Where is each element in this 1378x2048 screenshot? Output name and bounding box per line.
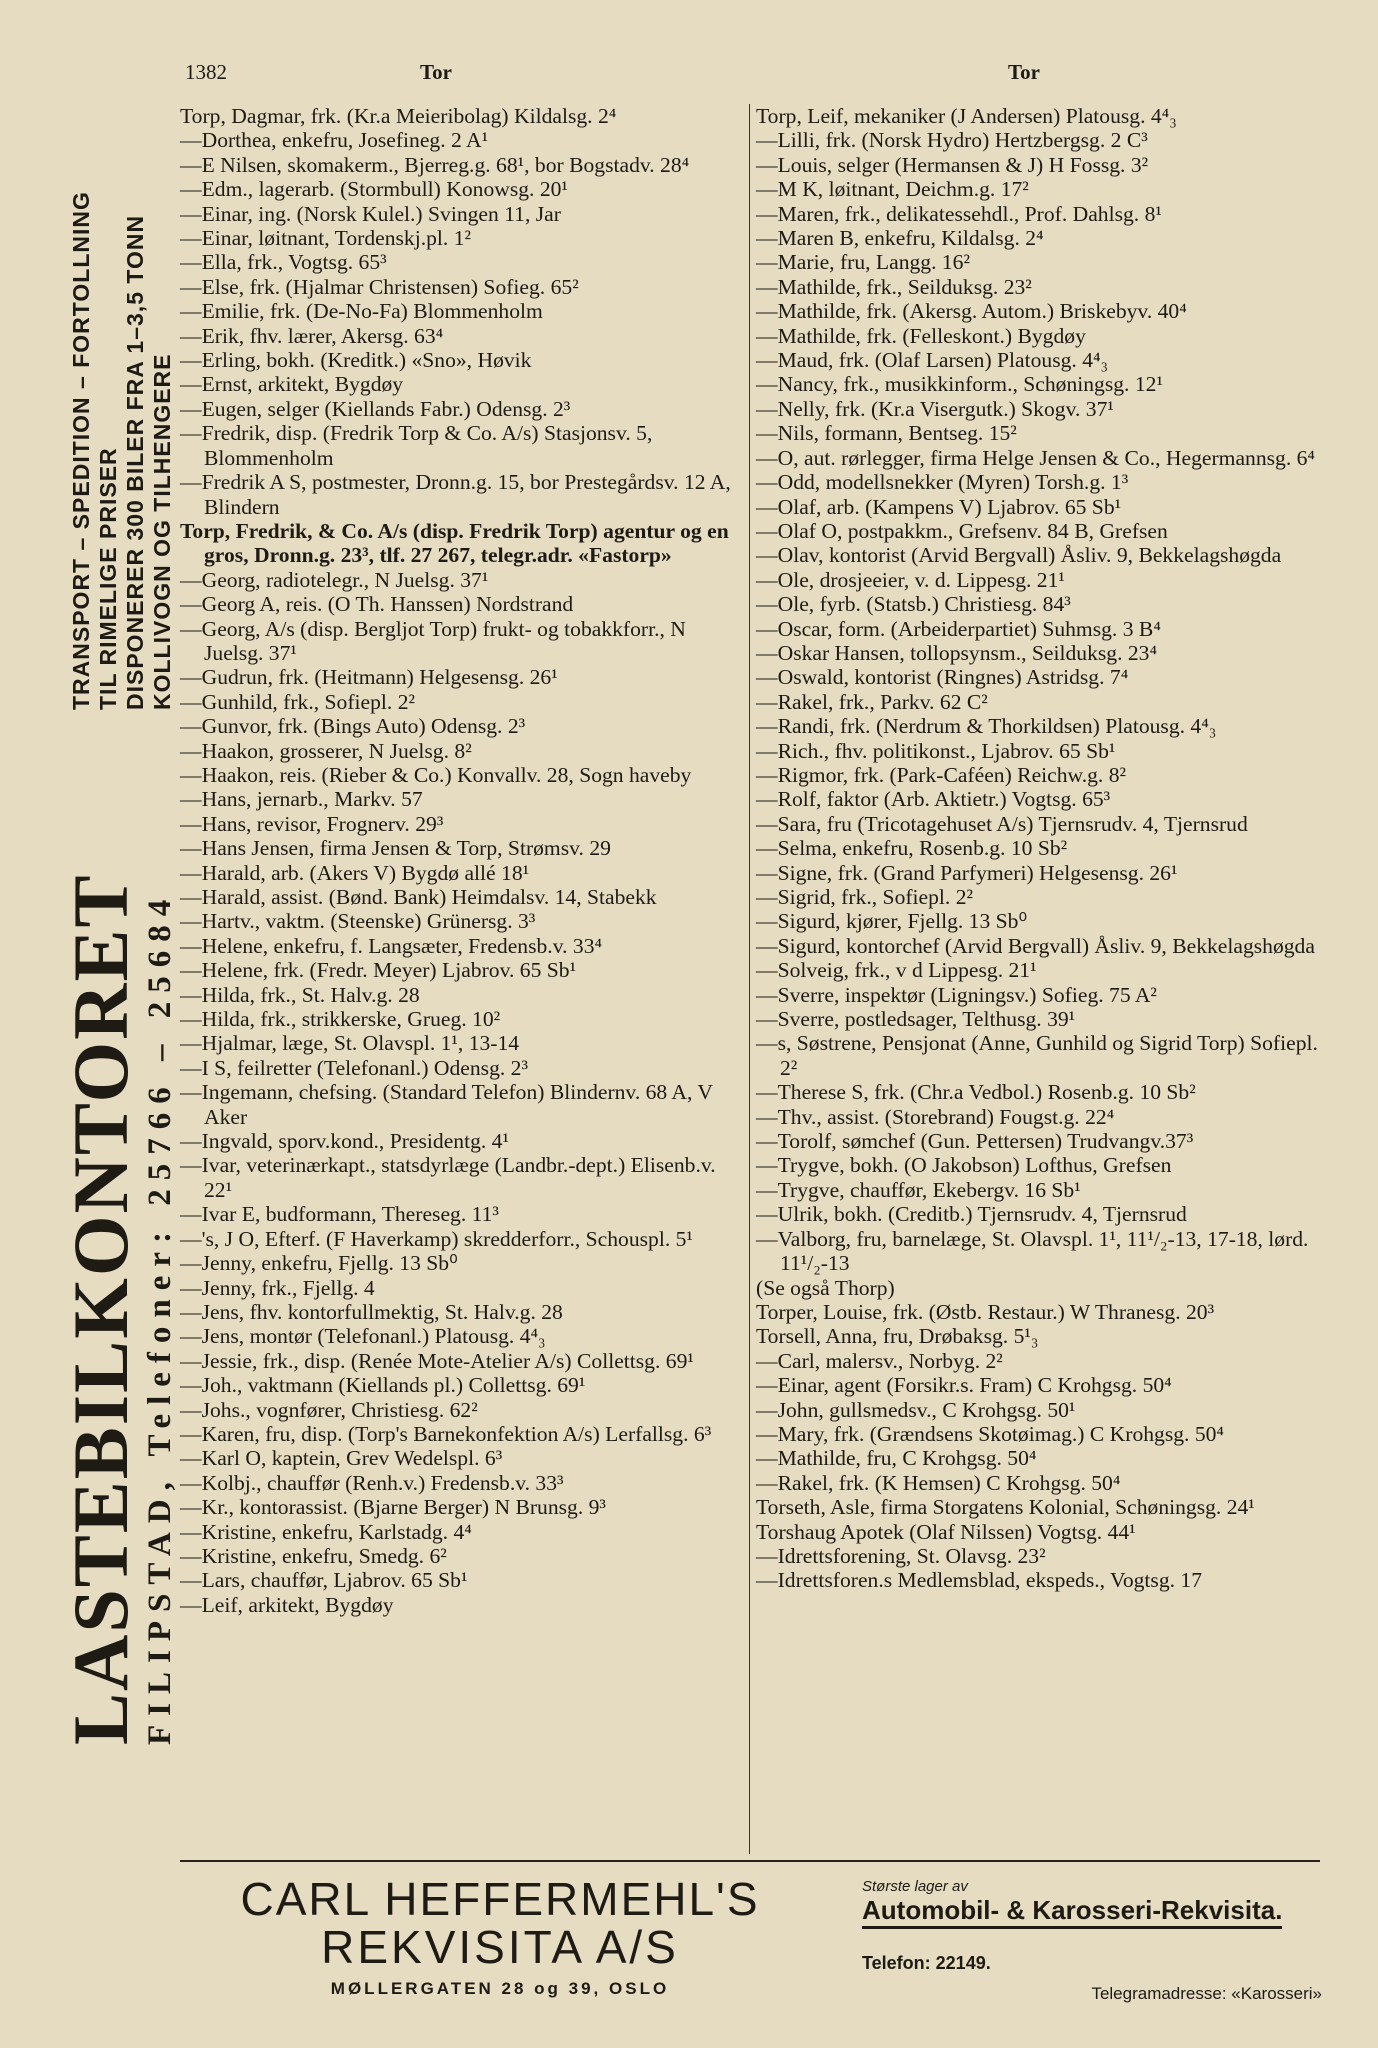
directory-entry: —Marie, fru, Langg. 16² [756, 250, 970, 275]
directory-entry: —Lilli, frk. (Norsk Hydro) Hertzbergsg. 2 C³ [756, 128, 1148, 153]
directory-entry: —Einar, agent (Forsikr.s. Fram) C Krohgsg. 50⁴ [756, 1373, 1172, 1398]
directory-entry: —Louis, selger (Hermansen & J) H Fossg. 3² [756, 152, 1149, 177]
directory-entry: —Ulrik, bokh. (Creditb.) Tjernsrudv. 4, Tjernsrud [756, 1202, 1187, 1227]
directory-entry: —I S, feilretter (Telefonanl.) Odensg. 2³ [180, 1055, 528, 1080]
directory-entry: —Oscar, form. (Arbeiderpartiet) Suhmsg. 3 B⁴ [756, 616, 1161, 641]
directory-entry: —Dorthea, enkefru, Josefineg. 2 A¹ [180, 128, 489, 153]
directory-entry: —Nancy, frk., musikkinform., Schøningsg. 12¹ [756, 372, 1163, 397]
directory-entry: —Ole, fyrb. (Statsb.) Christiesg. 84³ [756, 592, 1071, 617]
directory-entry: Torp, Leif, mekaniker (J Andersen) Platousg. 4⁴₃ [756, 104, 1177, 128]
directory-entry: —Ivar, veterinærkapt., statsdyrlæge (Landbr.-dept.) Elisenb.v. 22¹ [180, 1153, 716, 1202]
automobil-ad-tagline: Største lager av [862, 1878, 968, 1895]
directory-entry: —Sigrid, frk., Sofiepl. 2² [756, 885, 974, 909]
directory-entry: —Olaf O, postpakkm., Grefsenv. 84 B, Grefsen [756, 518, 1168, 543]
directory-entry: —Kristine, enkefru, Karlstadg. 4⁴ [180, 1519, 472, 1544]
sidebar-transport-line: TIL RIMELIGE PRISER [95, 447, 121, 710]
left-column [180, 104, 745, 1617]
automobil-ad [862, 1878, 1322, 2004]
directory-entry: —Mary, frk. (Grændsens Skotøimag.) C Krohgsg. 50⁴ [756, 1421, 1224, 1446]
directory-entry: —Maren B, enkefru, Kildalsg. 2⁴ [756, 226, 1044, 251]
directory-entry: —Mathilde, fru, C Krohgsg. 50⁴ [756, 1446, 1037, 1471]
directory-entry: —Carl, malersv., Norbyg. 2² [756, 1348, 1003, 1373]
directory-entry: —Trygve, bokh. (O Jakobson) Lofthus, Grefsen [756, 1153, 1172, 1178]
sidebar-transport-line: TRANSPORT – SPEDITION – FORTOLLNING [68, 191, 94, 710]
directory-entry: —Fredrik A S, postmester, Dronn.g. 15, bor Prestegårdsv. 12 A, Blindern [180, 470, 731, 519]
directory-entry: —Hilda, frk., strikkerske, Grueg. 10² [180, 1007, 501, 1032]
directory-entry: —Hans, jernarb., Markv. 57 [180, 787, 423, 812]
directory-entry: Torshaug Apotek (Olaf Nilssen) Vogtsg. 44¹ [756, 1519, 1136, 1544]
directory-entry: —Fredrik, disp. (Fredrik Torp & Co. A/s) Stasjonsv. 5, Blommenholm [180, 421, 653, 470]
directory-entry: —Joh., vaktmann (Kiellands pl.) Collettsg. 69¹ [180, 1373, 586, 1398]
directory-entry: —Ivar E, budformann, Thereseg. 11³ [180, 1202, 499, 1227]
directory-entry: —Jessie, frk., disp. (Renée Mote-Atelier A/s) Collettsg. 69¹ [180, 1348, 694, 1373]
directory-entry: —Nelly, frk. (Kr.a Visergutk.) Skogv. 37¹ [756, 396, 1114, 421]
directory-entry: —Valborg, fru, barnelæge, St. Olavspl. 1¹, 11¹/₂-13, 17-18, lørd. 11¹/₂-13 [756, 1226, 1309, 1276]
directory-entry: (Se også Thorp) [756, 1275, 895, 1300]
directory-entry: —E Nilsen, skomakerm., Bjerreg.g. 68¹, bor Bogstadv. 28⁴ [180, 152, 690, 177]
directory-entry: —Edm., lagerarb. (Stormbull) Konowsg. 20¹ [180, 177, 568, 202]
sidebar-transport-line: KOLLIVOGN OG TILHENGERE [149, 353, 175, 710]
column-divider [749, 104, 750, 1854]
directory-entry: —Karl O, kaptein, Grev Wedelspl. 6³ [180, 1446, 503, 1471]
directory-entry: —Idrettsforening, St. Olavsg. 23² [756, 1543, 1046, 1568]
directory-entry: —Sara, fru (Tricotagehuset A/s) Tjernsrudv. 4, Tjernsrud [756, 811, 1248, 836]
directory-entry: —Oskar Hansen, tollopsynsm., Seilduksg. 23⁴ [756, 640, 1158, 665]
directory-entry: —Helene, frk. (Fredr. Meyer) Ljabrov. 65 Sb¹ [180, 958, 577, 983]
directory-entry: —Erling, bokh. (Kreditk.) «Sno», Høvik [180, 348, 532, 373]
directory-entry: —Haakon, reis. (Rieber & Co.) Konvallv. 28, Sogn haveby [180, 762, 692, 787]
directory-entry: —Eugen, selger (Kiellands Fabr.) Odensg. 2³ [180, 396, 571, 421]
directory-entry: —Rigmor, frk. (Park-Caféen) Reichw.g. 8² [756, 762, 1127, 787]
directory-entry: —Torolf, sømchef (Gun. Pettersen) Trudvangv.37³ [756, 1129, 1194, 1154]
directory-entry: —Gudrun, frk. (Heitmann) Helgesensg. 26¹ [180, 665, 558, 690]
directory-entry: —Ernst, arkitekt, Bygdøy [180, 372, 404, 397]
sidebar-phone-line: FILIPSTAD, Telefoner: 25766 – 25684 [142, 890, 178, 1745]
directory-entry: —Kolbj., chauffør (Renh.v.) Fredensb.v. 33³ [180, 1470, 564, 1495]
directory-entry: —Georg A, reis. (O Th. Hanssen) Nordstrand [180, 592, 574, 617]
directory-entry: —M K, løitnant, Deichm.g. 17² [756, 177, 1029, 202]
directory-entry: —Odd, modellsnekker (Myren) Torsh.g. 1³ [756, 470, 1129, 495]
directory-entry: —Trygve, chauffør, Ekebergv. 16 Sb¹ [756, 1177, 1081, 1202]
directory-entry: —Therese S, frk. (Chr.a Vedbol.) Rosenb.g. 10 Sb² [756, 1080, 1196, 1105]
directory-entry: —John, gullsmedsv., C Krohgsg. 50¹ [756, 1397, 1076, 1422]
directory-entry: —Sverre, postledsager, Telthusg. 39¹ [756, 1007, 1076, 1032]
directory-entry: —Ingemann, chefsing. (Standard Telefon) Blindernv. 68 A, V Aker [180, 1080, 713, 1129]
directory-entry: —Mathilde, frk. (Akersg. Autom.) Briskebyv. 40⁴ [756, 299, 1187, 324]
automobil-ad-title: Automobil- & Karosseri-Rekvisita. [862, 1895, 1282, 1929]
heffermehl-ad-title: CARL HEFFERMEHL'S [240, 1873, 760, 1925]
directory-entry: —Jens, fhv. kontorfullmektig, St. Halv.g. 28 [180, 1299, 563, 1324]
directory-entry: —Jenny, enkefru, Fjellg. 13 Sb⁰ [180, 1251, 458, 1276]
directory-entry: —Thv., assist. (Storebrand) Fougst.g. 22⁴ [756, 1104, 1115, 1129]
directory-entry: Torp, Fredrik, & Co. A/s (disp. Fredrik Torp) agentur og en gros, Dronn.g. 23³, tlf. 27 267, telegr.adr. «Fastorp» [180, 518, 729, 568]
directory-entry: —Rolf, faktor (Arb. Aktietr.) Vogtsg. 65³ [756, 787, 1111, 812]
directory-entry: —Johs., vognfører, Christiesg. 62² [180, 1397, 478, 1422]
directory-entry: —Emilie, frk. (De-No-Fa) Blommenholm [180, 299, 543, 324]
directory-entry: —Solveig, frk., v d Lippesg. 21¹ [756, 958, 1037, 983]
directory-entry: —Mathilde, frk., Seilduksg. 23² [756, 274, 1032, 299]
directory-entry: —Ole, drosjeeier, v. d. Lippesg. 21¹ [756, 567, 1065, 592]
directory-entry: —Hjalmar, læge, St. Olavspl. 1¹, 13-14 [180, 1031, 520, 1056]
directory-entry: —O, aut. rørlegger, firma Helge Jensen & Co., Hegermannsg. 6⁴ [756, 445, 1315, 470]
directory-entry: —Leif, arkitekt, Bygdøy [180, 1592, 394, 1617]
right-column [756, 104, 1326, 1593]
directory-entry: —Ella, frk., Vogtsg. 65³ [180, 250, 387, 275]
directory-entry: —Einar, løitnant, Tordenskj.pl. 1² [180, 226, 471, 251]
directory-entry: —Selma, enkefru, Rosenb.g. 10 Sb² [756, 836, 1068, 861]
directory-entry: —Mathilde, frk. (Felleskont.) Bygdøy [756, 323, 1086, 348]
directory-entry: —Georg, A/s (disp. Bergljot Torp) frukt- og tobakkforr., N Juelsg. 37¹ [180, 616, 686, 665]
directory-entry: —Hartv., vaktm. (Steenske) Grünersg. 3³ [180, 909, 536, 934]
directory-entry: —Rakel, frk., Parkv. 62 C² [756, 689, 988, 714]
directory-entry: —Randi, frk. (Nerdrum & Thorkildsen) Platousg. 4⁴₃ [756, 714, 1217, 739]
left-running-head: Tor [420, 60, 452, 84]
directory-entry: —Idrettsforen.s Medlemsblad, ekspeds., Vogtsg. 17 [756, 1568, 1203, 1593]
sidebar-transport-line: DISPONERER 300 BILER FRA 1–3,5 TONN [122, 214, 148, 710]
directory-entry: —Harald, arb. (Akers V) Bygdø allé 18¹ [180, 860, 530, 885]
directory-entry: —Hans Jensen, firma Jensen & Torp, Strømsv. 29 [180, 836, 611, 861]
directory-entry: —Maren, frk., delikatessehdl., Prof. Dahlsg. 8¹ [756, 201, 1162, 226]
directory-entry: —Harald, assist. (Bønd. Bank) Heimdalsv. 14, Stabekk [180, 885, 657, 909]
directory-entry: —Jens, montør (Telefonanl.) Platousg. 4⁴₃ [180, 1324, 546, 1349]
footer-divider [180, 1860, 1320, 1862]
directory-entry: —Olaf, arb. (Kampens V) Ljabrov. 65 Sb¹ [756, 494, 1122, 519]
directory-entry: —Nils, formann, Bentseg. 15² [756, 421, 1017, 446]
directory-entry: —s, Søstrene, Pensjonat (Anne, Gunhild og Sigrid Torp) Sofiepl. 2² [756, 1031, 1318, 1080]
directory-entry: —'s, J O, Efterf. (F Haverkamp) skredderforr., Schouspl. 5¹ [180, 1226, 693, 1251]
directory-entry: —Erik, fhv. lærer, Akersg. 63⁴ [180, 323, 444, 348]
directory-entry: —Einar, ing. (Norsk Kulel.) Svingen 11, Jar [180, 201, 561, 226]
directory-entry: —Ingvald, sporv.kond., Presidentg. 4¹ [180, 1129, 509, 1154]
heffermehl-ad-address: MØLLERGATEN 28 og 39, OSLO [330, 1979, 670, 1998]
right-running-head: Tor [1008, 60, 1040, 84]
automobil-ad-telegram: Telegramadresse: «Karosseri» [1091, 1984, 1322, 2003]
sidebar-company-name: LASTEBILKONTORET [57, 873, 144, 1745]
directory-entry: —Rich., fhv. politikonst., Ljabrov. 65 Sb¹ [756, 738, 1116, 763]
heffermehl-ad [190, 1875, 810, 1999]
directory-entry: Torsell, Anna, fru, Drøbaksg. 5¹₃ [756, 1324, 1039, 1349]
directory-entry: —Jenny, frk., Fjellg. 4 [180, 1275, 375, 1300]
directory-entry: —Else, frk. (Hjalmar Christensen) Sofieg. 65² [180, 274, 579, 299]
directory-entry: —Signe, frk. (Grand Parfymeri) Helgesensg. 26¹ [756, 860, 1178, 885]
automobil-ad-phone: Telefon: 22149. [862, 1953, 991, 1973]
directory-entry: —Georg, radiotelegr., N Juelsg. 37¹ [180, 567, 489, 592]
directory-entry: Torseth, Asle, firma Storgatens Kolonial, Schøningsg. 24¹ [756, 1495, 1255, 1520]
directory-entry: —Kr., kontorassist. (Bjarne Berger) N Brunsg. 9³ [180, 1495, 606, 1520]
page-number: 1382 [185, 60, 227, 84]
directory-entry: Torper, Louise, frk. (Østb. Restaur.) W Thranesg. 20³ [756, 1299, 1215, 1324]
directory-entry: Torp, Dagmar, frk. (Kr.a Meieribolag) Kildalsg. 2⁴ [180, 104, 617, 128]
directory-entry: —Kristine, enkefru, Smedg. 6² [180, 1543, 447, 1568]
directory-entry: —Haakon, grosserer, N Juelsg. 8² [180, 738, 472, 763]
directory-entry: —Karen, fru, disp. (Torp's Barnekonfektion A/s) Lerfallsg. 6³ [180, 1421, 712, 1446]
directory-entry: —Hans, revisor, Frognerv. 29³ [180, 811, 444, 836]
directory-entry: —Helene, enkefru, f. Langsæter, Fredensb.v. 33⁴ [180, 933, 603, 958]
directory-entry: —Olav, kontorist (Arvid Bergvall) Åsliv. 9, Bekkelagshøgda [756, 543, 1282, 568]
directory-entry: —Hilda, frk., St. Halv.g. 28 [180, 982, 420, 1007]
directory-entry: —Sigurd, kontorchef (Arvid Bergvall) Åsliv. 9, Bekkelagshøgda [756, 933, 1315, 958]
directory-entry: —Maud, frk. (Olaf Larsen) Platousg. 4⁴₃ [756, 348, 1109, 373]
directory-entry: —Sverre, inspektør (Ligningsv.) Sofieg. 75 A² [756, 982, 1157, 1007]
directory-entry: —Lars, chauffør, Ljabrov. 65 Sb¹ [180, 1568, 468, 1593]
sidebar-transport-ad [68, 191, 176, 710]
heffermehl-ad-subtitle: REKVISITA A/S [321, 1921, 679, 1973]
directory-entry: —Gunhild, frk., Sofiepl. 2² [180, 689, 415, 714]
directory-entry: —Gunvor, frk. (Bings Auto) Odensg. 2³ [180, 714, 526, 739]
directory-entry: —Oswald, kontorist (Ringnes) Astridsg. 7⁴ [756, 665, 1129, 690]
directory-entry: —Rakel, frk. (K Hemsen) C Krohgsg. 50⁴ [756, 1470, 1121, 1495]
directory-entry: —Sigurd, kjører, Fjellg. 13 Sb⁰ [756, 909, 1028, 934]
